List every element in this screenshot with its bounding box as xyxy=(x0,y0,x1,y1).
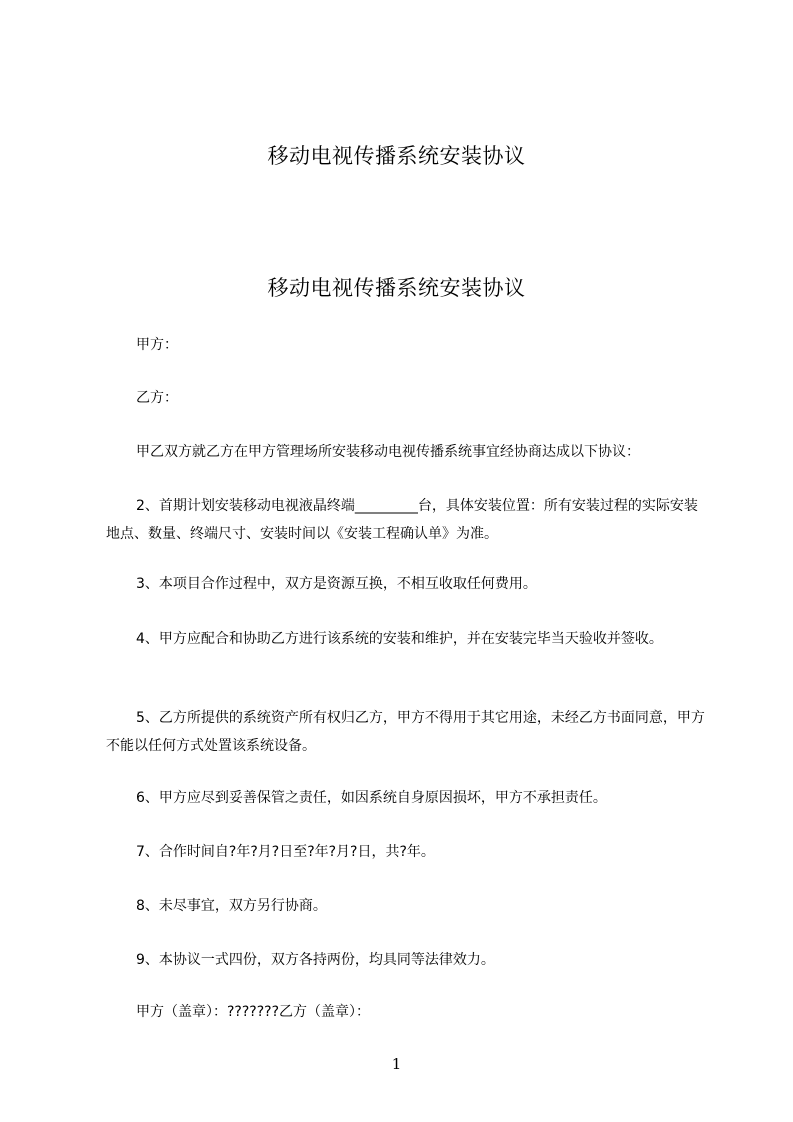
clause-6: 6、甲方应尽到妥善保管之责任，如因系统自身原因损坏，甲方不承担责任。 xyxy=(136,790,607,806)
party-b-line: 乙方： xyxy=(136,390,178,406)
clause-8: 8、未尽事宜，双方另行协商。 xyxy=(136,898,327,914)
clause-7: 7、合作时间自?年?月?日至?年?月?日，共?年。 xyxy=(136,844,435,860)
document-title: 移动电视传播系统安装协议 xyxy=(267,276,526,300)
page-number: 1 xyxy=(391,1055,402,1073)
signature-line: 甲方（盖章）：???????乙方（盖章）： xyxy=(136,1004,371,1020)
clause-4: 4、甲方应配合和协助乙方进行该系统的安装和维护，并在安装完毕当天验收并签收。 xyxy=(136,631,663,647)
clause-9: 9、本协议一式四份，双方各持两份，均具同等法律效力。 xyxy=(136,952,495,968)
clause-2: 2、首期计划安装移动电视液晶终端_________台，具体安装位置：所有安装过程的实际安装地点、数量、终端尺寸、安装时间以《安装工程确认单》为准。 xyxy=(106,498,698,542)
intro-paragraph: 甲乙双方就乙方在甲方管理场所安装移动电视传播系统事宜经协商达成以下协议： xyxy=(136,444,640,460)
party-a-line: 甲方： xyxy=(136,337,178,353)
cover-title: 移动电视传播系统安装协议 xyxy=(267,144,526,168)
clause-5: 5、乙方所提供的系统资产所有权归乙方，甲方不得用于其它用途，未经乙方书面同意，甲方不能以任何方式处置该系统设备。 xyxy=(106,710,705,754)
clause-3: 3、本项目合作过程中，双方是资源互换，不相互收取任何费用。 xyxy=(136,576,537,592)
